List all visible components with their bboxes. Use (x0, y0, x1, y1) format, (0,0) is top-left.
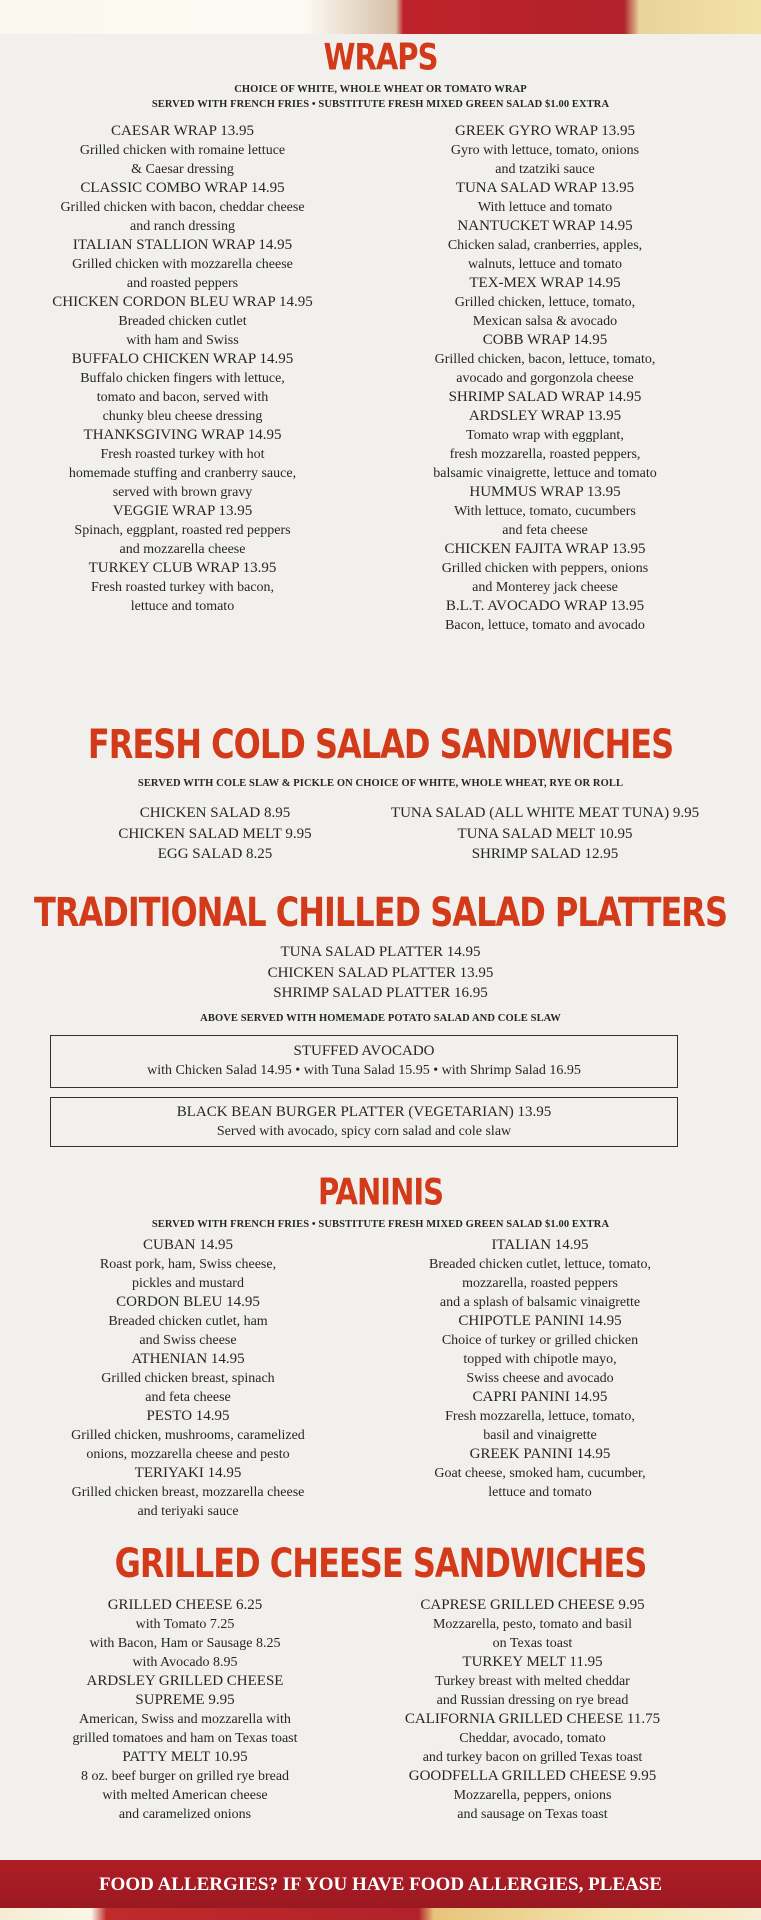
menu-item-description: walnuts, lettuce and tomato (468, 257, 622, 272)
bottom-decorative-stripe (0, 1908, 761, 1920)
menu-item-name: HUMMUS WRAP 13.95 (469, 484, 621, 500)
menu-item-name: THANKSGIVING WRAP 14.95 (83, 427, 282, 443)
wraps-right-column (380, 122, 710, 635)
menu-item-description: American, Swiss and mozzarella with (79, 1712, 291, 1727)
menu-item-description: Turkey breast with melted cheddar (435, 1674, 630, 1689)
menu-item (380, 483, 710, 540)
menu-item (48, 1236, 328, 1293)
black-bean-burger-title: BLACK BEAN BURGER PLATTER (VEGETARIAN) 13.95 (176, 1104, 552, 1120)
platters-side-note: ABOVE SERVED WITH HOMEMADE POTATO SALAD AND COLE SLAW (200, 1013, 561, 1024)
black-bean-burger-description: Served with avocado, spicy corn salad and cole slaw (216, 1124, 512, 1139)
grilled-cheese-right-column (370, 1596, 695, 1824)
platters-list (0, 942, 761, 1004)
menu-item-name: ITALIAN 14.95 (491, 1237, 589, 1253)
menu-item-name: TUNA SALAD MELT 10.95 (457, 825, 633, 842)
menu-item (380, 597, 710, 635)
menu-item-name: GRILLED CHEESE 6.25 (107, 1597, 263, 1613)
menu-item (48, 1407, 328, 1464)
menu-item-description: Grilled chicken, bacon, lettuce, tomato, (434, 352, 656, 367)
menu-item-name: TUNA SALAD PLATTER 14.95 (280, 944, 481, 960)
menu-item-description: Buffalo chicken fingers with lettuce, (80, 371, 285, 386)
menu-item-name: TURKEY CLUB WRAP 13.95 (88, 560, 277, 576)
menu-item-description: with melted American cheese (102, 1788, 268, 1803)
menu-item (385, 1445, 695, 1502)
menu-item-name: EGG SALAD 8.25 (157, 846, 273, 862)
menu-item-description: With lettuce, tomato, cucumbers (454, 504, 636, 519)
menu-item (380, 274, 710, 331)
menu-item-description: Goat cheese, smoked ham, cucumber, (434, 1466, 646, 1481)
menu-item-name: B.L.T. AVOCADO WRAP 13.95 (445, 598, 645, 614)
wraps-left-column (40, 122, 325, 616)
black-bean-burger-box (50, 1097, 678, 1147)
paninis-left-column (48, 1236, 328, 1521)
menu-item-description: served with brown gravy (112, 485, 253, 500)
menu-item-description: and teriyaki sauce (137, 1504, 239, 1519)
grilled-cheese-section-title: GRILLED CHEESE SANDWICHES (114, 1539, 647, 1587)
menu-item (40, 426, 325, 502)
cold-sandwiches-right-list (360, 803, 730, 865)
menu-item-name: CAESAR WRAP 13.95 (111, 123, 254, 139)
menu-item (40, 236, 325, 293)
menu-item-name: SHRIMP SALAD PLATTER 16.95 (273, 985, 488, 1001)
menu-item-description: tomato and bacon, served with (96, 390, 269, 405)
menu-item (380, 407, 710, 483)
menu-item-description: Grilled chicken, lettuce, tomato, (454, 295, 636, 310)
menu-item-description: Fresh mozzarella, lettuce, tomato, (445, 1409, 635, 1424)
menu-item-description: and mozzarella cheese (119, 542, 246, 557)
menu-item (385, 1236, 695, 1312)
menu-item-description: on Texas toast (492, 1636, 573, 1651)
wraps-wrap-choice-note: CHOICE OF WHITE, WHOLE WHEAT OR TOMATO WRAP (234, 84, 527, 95)
menu-item-description: Choice of turkey or grilled chicken (441, 1333, 639, 1348)
menu-item-name: BUFFALO CHICKEN WRAP 14.95 (71, 351, 294, 367)
menu-item-name: CAPRESE GRILLED CHEESE 9.95 (420, 1597, 645, 1613)
menu-item-name: ARDSLEY WRAP 13.95 (468, 408, 622, 424)
menu-item-description: Grilled chicken with peppers, onions (441, 561, 649, 576)
wraps-side-note: SERVED WITH FRENCH FRIES • SUBSTITUTE FRESH MIXED GREEN SALAD $1.00 EXTRA (151, 99, 610, 110)
menu-item-name: CLASSIC COMBO WRAP 14.95 (80, 180, 285, 196)
menu-item-description: and caramelized onions (118, 1807, 252, 1822)
menu-item-description: and feta cheese (145, 1390, 231, 1405)
menu-item-description: Breaded chicken cutlet, ham (108, 1314, 268, 1329)
menu-item-description: and ranch dressing (130, 219, 235, 234)
menu-item-description: balsamic vinaigrette, lettuce and tomato (433, 466, 657, 481)
platters-section-title: TRADITIONAL CHILLED SALAD PLATTERS (34, 888, 727, 936)
menu-item (45, 1672, 325, 1691)
menu-item-name: SHRIMP SALAD 12.95 (471, 846, 619, 862)
menu-item-name: ATHENIAN 14.95 (131, 1351, 245, 1367)
stuffed-avocado-box (50, 1035, 678, 1088)
menu-item-description: and turkey bacon on grilled Texas toast (422, 1750, 643, 1765)
menu-item-description: Fresh roasted turkey with hot (100, 447, 265, 462)
menu-item-description: avocado and gorgonzola cheese (456, 371, 634, 386)
menu-item (40, 179, 325, 236)
menu-item (385, 1388, 695, 1445)
menu-item-name: PATTY MELT 10.95 (122, 1749, 248, 1765)
menu-item-name: TUNA SALAD (ALL WHITE MEAT TUNA) 9.95 (390, 805, 700, 821)
menu-item-name: TUNA SALAD WRAP 13.95 (455, 180, 635, 196)
menu-item (370, 1653, 695, 1710)
menu-item (370, 1596, 695, 1653)
menu-item-description: Mozzarella, pesto, tomato and basil (432, 1617, 633, 1632)
menu-item-name: COBB WRAP 14.95 (482, 332, 608, 348)
menu-item-description: and Swiss cheese (139, 1333, 237, 1348)
menu-item-description: with ham and Swiss (126, 333, 239, 348)
menu-item-name: SUPREME 9.95 (135, 1692, 235, 1708)
menu-item (45, 1691, 325, 1748)
menu-item-description: Breaded chicken cutlet (118, 314, 247, 329)
menu-item (380, 388, 710, 407)
top-decorative-band (0, 0, 761, 34)
menu-item-name: SHRIMP SALAD WRAP 14.95 (448, 389, 642, 405)
menu-item-description: Grilled chicken, mushrooms, caramelized (71, 1428, 305, 1443)
menu-item (48, 1464, 328, 1521)
menu-item (48, 1350, 328, 1407)
menu-item (40, 122, 325, 179)
allergy-notice: FOOD ALLERGIES? IF YOU HAVE FOOD ALLERGIES, PLEASE (98, 1874, 663, 1895)
paninis-right-column (385, 1236, 695, 1502)
menu-item-description: chunky bleu cheese dressing (102, 409, 263, 424)
menu-item-description: lettuce and tomato (130, 599, 235, 614)
grilled-cheese-left-column (45, 1596, 325, 1824)
menu-item-name: CHICKEN SALAD MELT 9.95 (118, 825, 312, 842)
menu-item-name: GREEK GYRO WRAP 13.95 (454, 123, 635, 139)
cold-sandwiches-section-title: FRESH COLD SALAD SANDWICHES (87, 720, 674, 768)
menu-item (40, 559, 325, 616)
menu-item (380, 331, 710, 388)
menu-item-name: CAPRI PANINI 14.95 (472, 1389, 608, 1405)
menu-item-description: homemade stuffing and cranberry sauce, (68, 466, 297, 481)
menu-item-name: CUBAN 14.95 (142, 1237, 233, 1253)
menu-item-description: with Tomato 7.25 (135, 1617, 235, 1632)
menu-item-description: and feta cheese (502, 523, 588, 538)
menu-item (48, 1293, 328, 1350)
menu-item-description: and sausage on Texas toast (457, 1807, 608, 1822)
menu-item-name: PESTO 14.95 (146, 1408, 230, 1424)
menu-item-name: TERIYAKI 14.95 (134, 1465, 242, 1481)
menu-item-description: with Bacon, Ham or Sausage 8.25 (89, 1636, 281, 1651)
menu-item-description: 8 oz. beef burger on grilled rye bread (80, 1769, 290, 1784)
stuffed-avocado-options: with Chicken Salad 14.95 • with Tuna Salad 15.95 • with Shrimp Salad 16.95 (147, 1063, 581, 1078)
menu-item (380, 540, 710, 597)
menu-item-description: and roasted peppers (126, 276, 239, 291)
menu-item-name: NANTUCKET WRAP 14.95 (457, 218, 633, 234)
menu-item-description: and a splash of balsamic vinaigrette (439, 1295, 641, 1310)
menu-item (370, 1710, 695, 1767)
menu-item-name: CHICKEN FAJITA WRAP 13.95 (444, 541, 646, 557)
menu-item-description: Cheddar, avocado, tomato (459, 1731, 606, 1746)
menu-item-name: CHICKEN CORDON BLEU WRAP 14.95 (52, 294, 313, 310)
menu-item-name: CHIPOTLE PANINI 14.95 (458, 1313, 622, 1329)
menu-item-description: onions, mozzarella cheese and pesto (86, 1447, 290, 1462)
menu-item-description: lettuce and tomato (488, 1485, 592, 1500)
menu-item-name: CHICKEN SALAD PLATTER 13.95 (267, 964, 494, 981)
menu-item (40, 293, 325, 350)
menu-item-description: and Monterey jack cheese (472, 580, 618, 595)
menu-item-description: mozzarella, roasted peppers (462, 1276, 618, 1291)
paninis-side-note: SERVED WITH FRENCH FRIES • SUBSTITUTE FRESH MIXED GREEN SALAD $1.00 EXTRA (151, 1219, 610, 1230)
menu-item (45, 1596, 325, 1672)
menu-item-description: Fresh roasted turkey with bacon, (90, 580, 275, 595)
menu-item-description: & Caesar dressing (131, 162, 234, 177)
menu-item-name: GOODFELLA GRILLED CHEESE 9.95 (408, 1768, 657, 1784)
menu-item-description: Grilled chicken with romaine lettuce (79, 143, 286, 158)
menu-item-description: basil and vinaigrette (483, 1428, 597, 1443)
menu-item-description: pickles and mustard (132, 1276, 244, 1291)
menu-item-name: GREEK PANINI 14.95 (469, 1446, 611, 1462)
menu-item-description: Spinach, eggplant, roasted red peppers (74, 523, 291, 538)
menu-item (380, 179, 710, 217)
paninis-section-title: PANINIS (317, 1170, 444, 1214)
menu-item (40, 350, 325, 426)
menu-item-name: TURKEY MELT 11.95 (462, 1654, 603, 1670)
menu-item-description: grilled tomatoes and ham on Texas toast (72, 1731, 298, 1746)
menu-item (370, 1767, 695, 1824)
menu-item-name: VEGGIE WRAP 13.95 (112, 503, 253, 519)
menu-item-description: Grilled chicken with mozzarella cheese (72, 257, 293, 272)
menu-item-name: ARDSLEY GRILLED CHEESE (86, 1673, 284, 1689)
stuffed-avocado-title: STUFFED AVOCADO (293, 1043, 435, 1059)
menu-item-description: Tomato wrap with eggplant, (466, 428, 624, 443)
menu-item-description: Grilled chicken with bacon, cheddar cheese (60, 200, 305, 215)
menu-item-description: fresh mozzarella, roasted peppers, (449, 447, 641, 462)
menu-item (380, 217, 710, 274)
menu-item-description: and Russian dressing on rye bread (436, 1693, 629, 1708)
menu-item-description: topped with chipotle mayo, (463, 1352, 617, 1367)
menu-item (40, 502, 325, 559)
cold-sandwiches-note: SERVED WITH COLE SLAW & PICKLE ON CHOICE OF WHITE, WHOLE WHEAT, RYE OR ROLL (137, 778, 624, 789)
menu-item-description: with Avocado 8.95 (132, 1655, 238, 1670)
menu-item-description: Chicken salad, cranberries, apples, (447, 238, 643, 253)
menu-item (385, 1312, 695, 1388)
menu-item-description: With lettuce and tomato (477, 200, 613, 215)
menu-item-name: CALIFORNIA GRILLED CHEESE 11.75 (404, 1711, 661, 1727)
wraps-section-title: WRAPS (323, 35, 438, 79)
menu-item-description: and tzatziki sauce (495, 162, 595, 177)
menu-item-description: Roast pork, ham, Swiss cheese, (99, 1257, 277, 1272)
menu-item-name: CHICKEN SALAD 8.95 (139, 805, 291, 821)
menu-item-description: Gyro with lettuce, tomato, onions (450, 143, 640, 158)
menu-item-name: TEX-MEX WRAP 14.95 (469, 275, 621, 291)
menu-item-description: Swiss cheese and avocado (466, 1371, 614, 1386)
menu-item-description: Breaded chicken cutlet, lettuce, tomato, (429, 1257, 651, 1272)
menu-item-name: ITALIAN STALLION WRAP 14.95 (72, 237, 293, 253)
menu-item-description: Mexican salsa & avocado (472, 314, 618, 329)
menu-item-description: Mozzarella, peppers, onions (453, 1788, 612, 1803)
menu-item-name: CORDON BLEU 14.95 (116, 1294, 260, 1310)
menu-item-description: Grilled chicken breast, spinach (101, 1371, 275, 1386)
menu-item-description: Bacon, lettuce, tomato and avocado (445, 618, 645, 633)
menu-item (45, 1748, 325, 1824)
menu-item (380, 122, 710, 179)
cold-sandwiches-left-list (90, 803, 340, 865)
menu-item-description: Grilled chicken breast, mozzarella cheese (71, 1485, 305, 1500)
